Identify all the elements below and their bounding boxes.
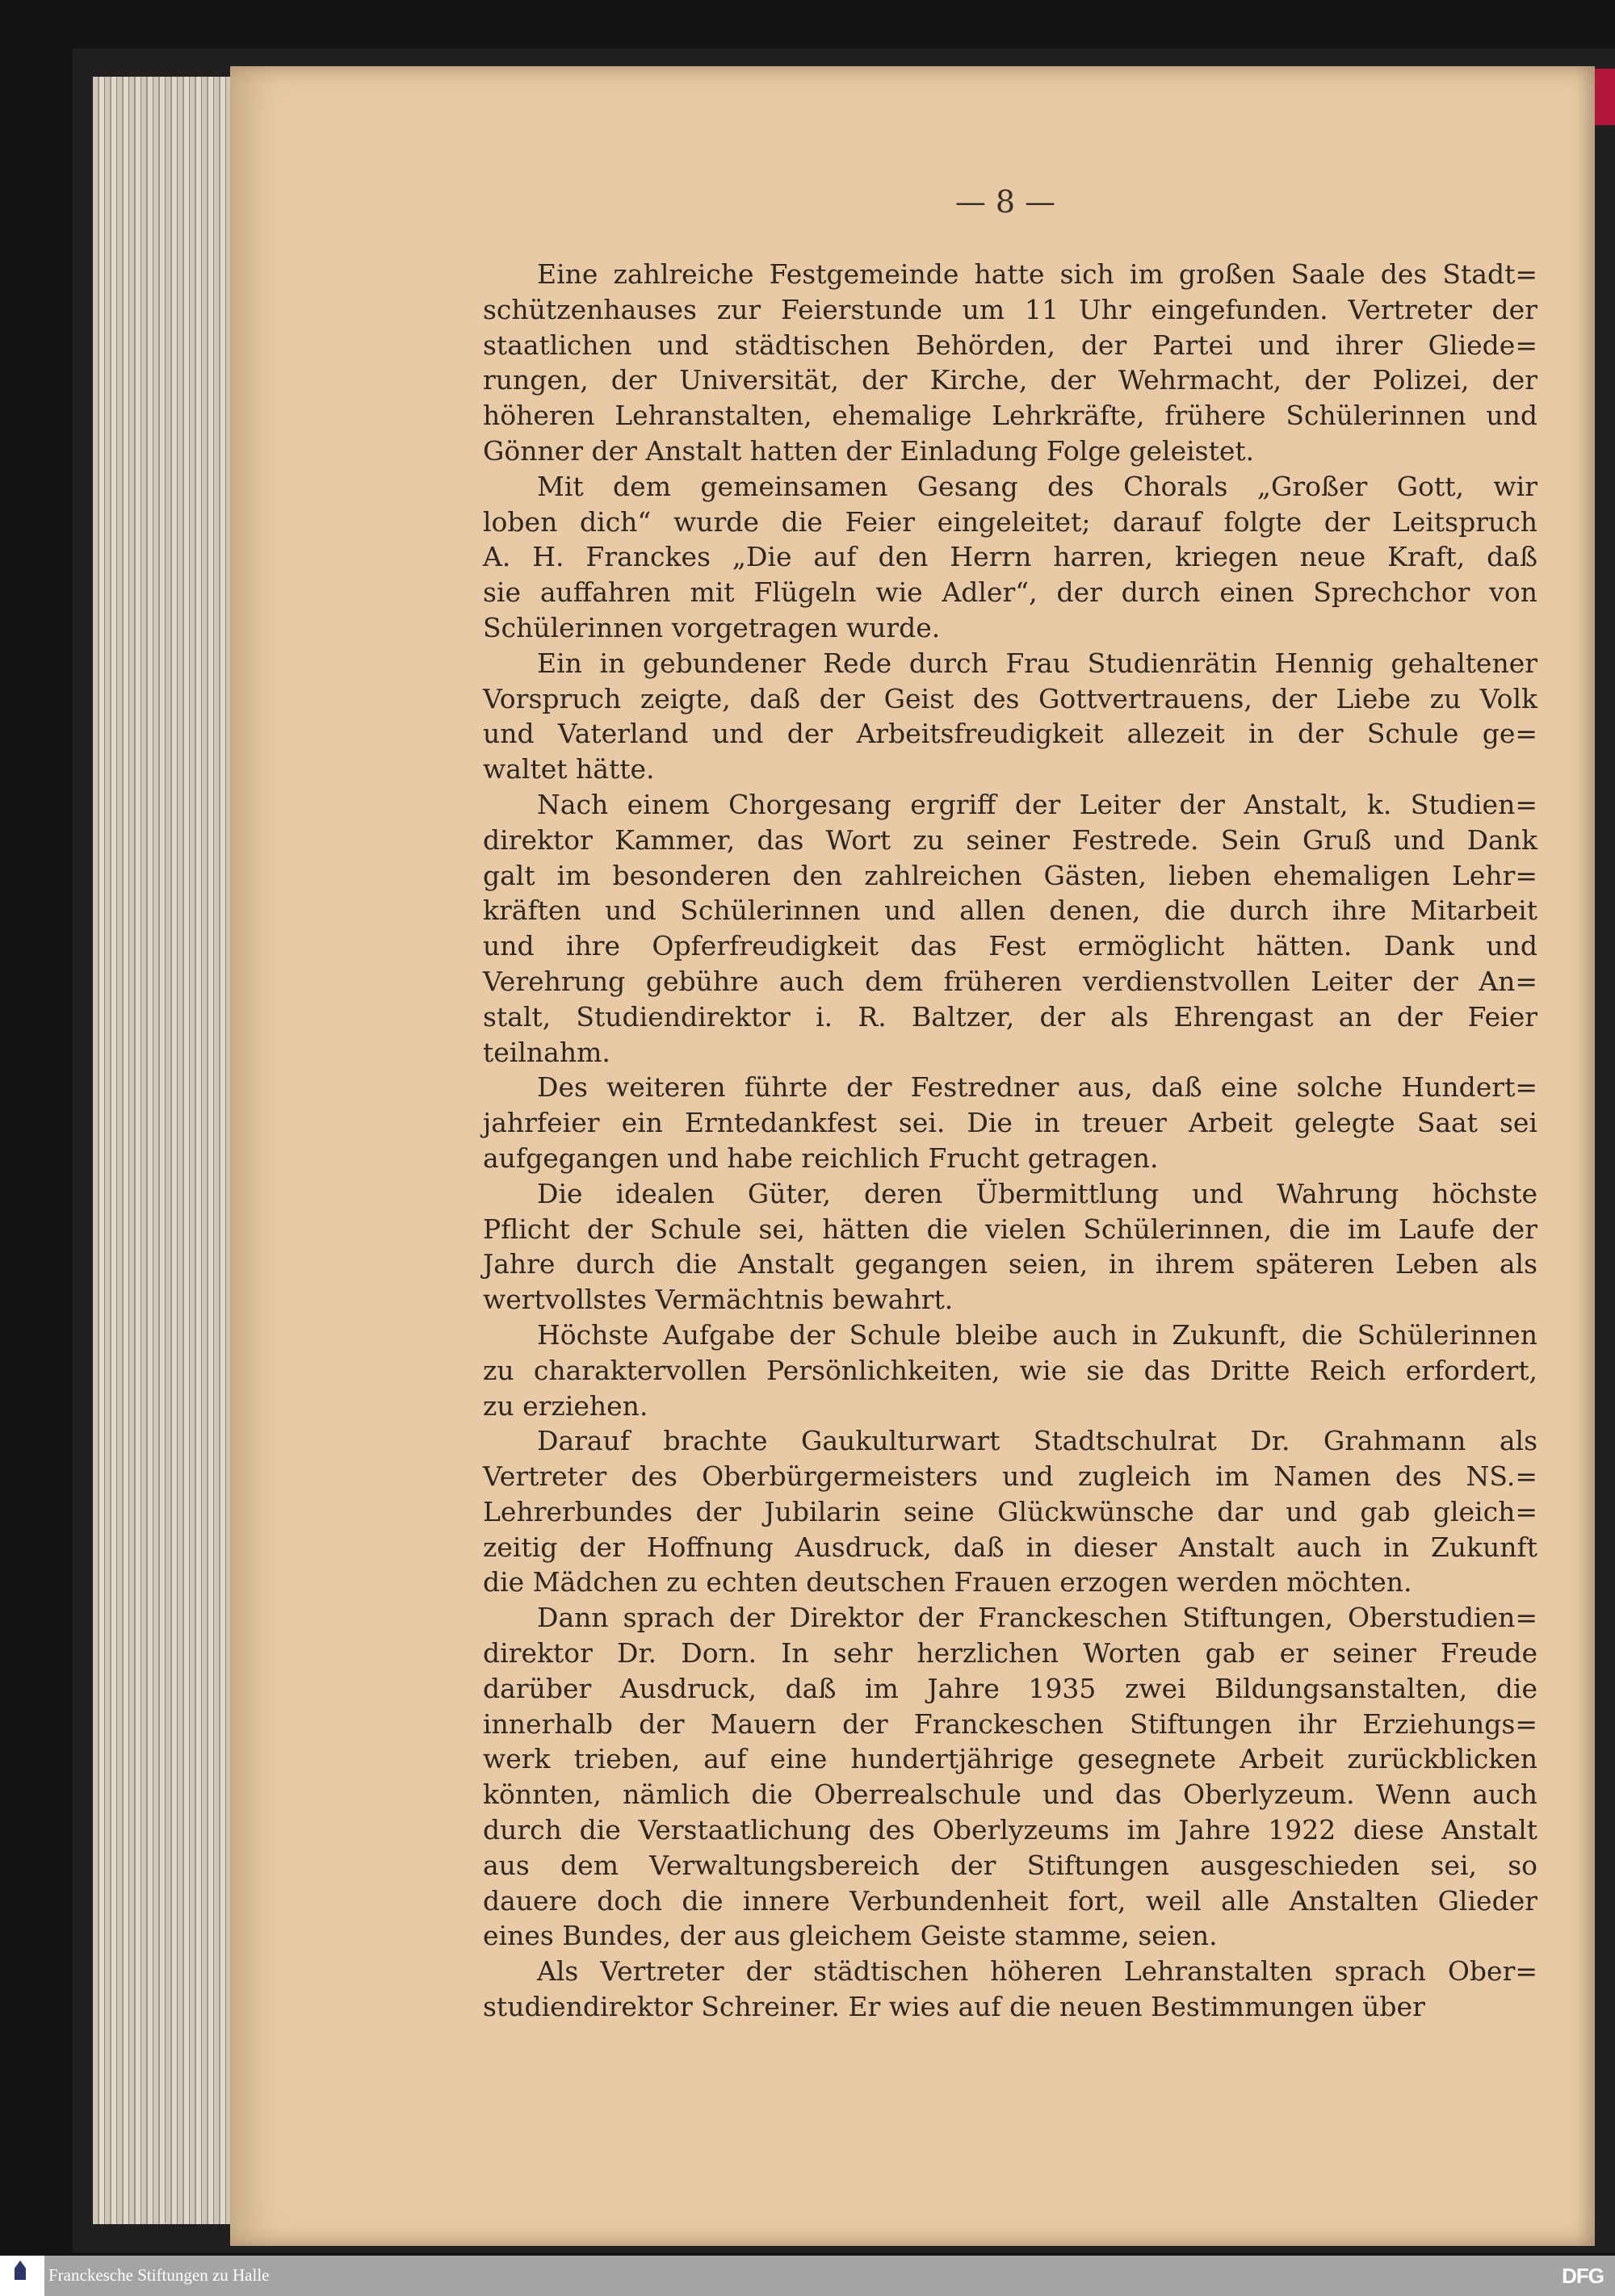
paragraph: [483, 1070, 1537, 1175]
text-line: direktor Kammer, das Wort zu seiner Festrede. Sein Gruß und Dank: [483, 823, 1537, 856]
paragraph: [483, 787, 1537, 1070]
text-line: Nach einem Chorgesang ergriff der Leiter der Anstalt, k. Studien=: [537, 788, 1537, 820]
paragraph: [483, 1318, 1537, 1423]
text-line: darüber Ausdruck, daß im Jahre 1935 zwei Bildungsanstalten, die: [483, 1672, 1537, 1704]
dfg-logo[interactable]: DFG: [1562, 2264, 1604, 2288]
text-line: Gönner der Anstalt hatten der Einladung Folge geleistet.: [483, 434, 1255, 467]
page-number: — 8 —: [954, 184, 1056, 220]
text-line: werk trieben, auf eine hundertjährige gesegnete Arbeit zurückblicken: [483, 1743, 1537, 1775]
text-line: loben dich“ wurde die Feier eingeleitet; darauf folgte der Leitspruch: [483, 505, 1537, 538]
text-line: Jahre durch die Anstalt gegangen seien, in ihrem späteren Leben als: [483, 1248, 1537, 1280]
text-line: Schülerinnen vorgetragen wurde.: [483, 611, 941, 643]
text-line: die Mädchen zu echten deutschen Frauen erzogen werden möchten.: [483, 1566, 1412, 1598]
text-line: Vorspruch zeigte, daß der Geist des Gottvertrauens, der Liebe zu Volk: [483, 682, 1537, 714]
text-line: aus dem Verwaltungsbereich der Stiftungen ausgeschieden sei, so: [483, 1849, 1537, 1881]
text-line: und Vaterland und der Arbeitsfreudigkeit allezeit in der Schule ge=: [483, 718, 1537, 750]
text-line: Dann sprach der Direktor der Franckeschen Stiftungen, Oberstudien=: [537, 1602, 1537, 1634]
text-line: Verehrung gebühre auch dem früheren verdienstvollen Leiter der An=: [483, 965, 1537, 997]
text-line: Ein in gebundener Rede durch Frau Studienrätin Hennig gehaltener: [537, 647, 1537, 679]
logo-building-icon: [15, 2260, 26, 2280]
text-line: kräften und Schülerinnen und allen denen, die durch ihre Mitarbeit: [483, 895, 1537, 927]
paragraph: [483, 257, 1537, 469]
text-line: galt im besonderen den zahlreichen Gästen, lieben ehemaligen Lehr=: [483, 859, 1537, 891]
text-line: zu erziehen.: [483, 1389, 648, 1422]
text-line: und ihre Opferfreudigkeit das Fest ermöglicht hätten. Dank und: [483, 930, 1537, 962]
paragraph: [483, 646, 1537, 787]
text-line: Pflicht der Schule sei, hätten die vielen Schülerinnen, die im Laufe der: [483, 1213, 1537, 1245]
text-line: A. H. Franckes „Die auf den Herrn harren, kriegen neue Kraft, daß: [483, 541, 1537, 573]
text-line: teilnahm.: [483, 1036, 610, 1068]
paragraph: [483, 469, 1537, 646]
text-line: waltet hätte.: [483, 753, 655, 786]
text-line: Als Vertreter der städtischen höheren Lehranstalten sprach Ober=: [537, 1955, 1537, 1988]
paragraph: [483, 1600, 1537, 1954]
text-line: jahrfeier ein Erntedankfest sei. Die in treuer Arbeit gelegte Saat sei: [483, 1107, 1537, 1139]
text-line: dauere doch die innere Verbundenheit fort, weil alle Anstalten Glieder: [483, 1884, 1537, 1917]
text-line: aufgegangen und habe reichlich Frucht getragen.: [483, 1142, 1159, 1174]
text-line: Darauf brachte Gaukulturwart Stadtschulrat Dr. Grahmann als: [537, 1425, 1537, 1457]
paragraph: [483, 1954, 1537, 2025]
viewer-footer: [0, 2256, 1615, 2296]
text-line: staatlichen und städtischen Behörden, der Partei und ihrer Gliede=: [483, 329, 1537, 361]
text-line: zeitig der Hoffnung Ausdruck, daß in dieser Anstalt auch in Zukunft: [483, 1531, 1537, 1563]
text-line: könnten, nämlich die Oberrealschule und das Oberlyzeum. Wenn auch: [483, 1779, 1537, 1811]
text-line: rungen, der Universität, der Kirche, der Wehrmacht, der Polizei, der: [483, 364, 1537, 396]
page-edges: [93, 77, 238, 2224]
page-body-text: [483, 257, 1537, 2025]
text-line: wertvollstes Vermächtnis bewahrt.: [483, 1284, 954, 1316]
text-line: Höchste Aufgabe der Schule bleibe auch in Zukunft, die Schülerinnen: [537, 1318, 1537, 1351]
text-line: innerhalb der Mauern der Franckeschen Stiftungen ihr Erziehungs=: [483, 1707, 1537, 1740]
paragraph: [483, 1176, 1537, 1318]
text-line: höheren Lehranstalten, ehemalige Lehrkräfte, frühere Schülerinnen und: [483, 400, 1537, 432]
text-line: Eine zahlreiche Festgemeinde hatte sich im großen Saale des Stadt=: [537, 258, 1537, 290]
text-line: eines Bundes, der aus gleichem Geiste stamme, seien.: [483, 1920, 1218, 1952]
text-line: Des weiteren führte der Festredner aus, daß eine solche Hundert=: [537, 1071, 1537, 1104]
text-line: Vertreter des Oberbürgermeisters und zugleich im Namen des NS.=: [483, 1460, 1537, 1493]
text-line: studiendirektor Schreiner. Er wies auf die neuen Bestimmungen über: [483, 1991, 1425, 2023]
text-line: schützenhauses zur Feierstunde um 11 Uhr eingefunden. Vertreter der: [483, 293, 1537, 325]
text-line: stalt, Studiendirektor i. R. Baltzer, der als Ehrengast an der Feier: [483, 1000, 1537, 1033]
text-line: direktor Dr. Dorn. In sehr herzlichen Worten gab er seiner Freude: [483, 1637, 1537, 1670]
text-line: Die idealen Güter, deren Übermittlung und Wahrung höchste: [537, 1177, 1537, 1209]
institution-logo[interactable]: [0, 2256, 44, 2296]
institution-name[interactable]: Franckesche Stiftungen zu Halle: [48, 2265, 270, 2285]
text-line: sie auffahren mit Flügeln wie Adler“, der durch einen Sprechchor von: [483, 576, 1537, 609]
paragraph: [483, 1423, 1537, 1600]
text-line: Lehrerbundes der Jubilarin seine Glückwünsche dar und gab gleich=: [483, 1495, 1537, 1527]
text-line: durch die Verstaatlichung des Oberlyzeums im Jahre 1922 diese Anstalt: [483, 1814, 1537, 1846]
text-line: Mit dem gemeinsamen Gesang des Chorals „Großer Gott, wir: [537, 470, 1537, 502]
text-line: zu charaktervollen Persönlichkeiten, wie sie das Dritte Reich erfordert,: [483, 1354, 1537, 1386]
